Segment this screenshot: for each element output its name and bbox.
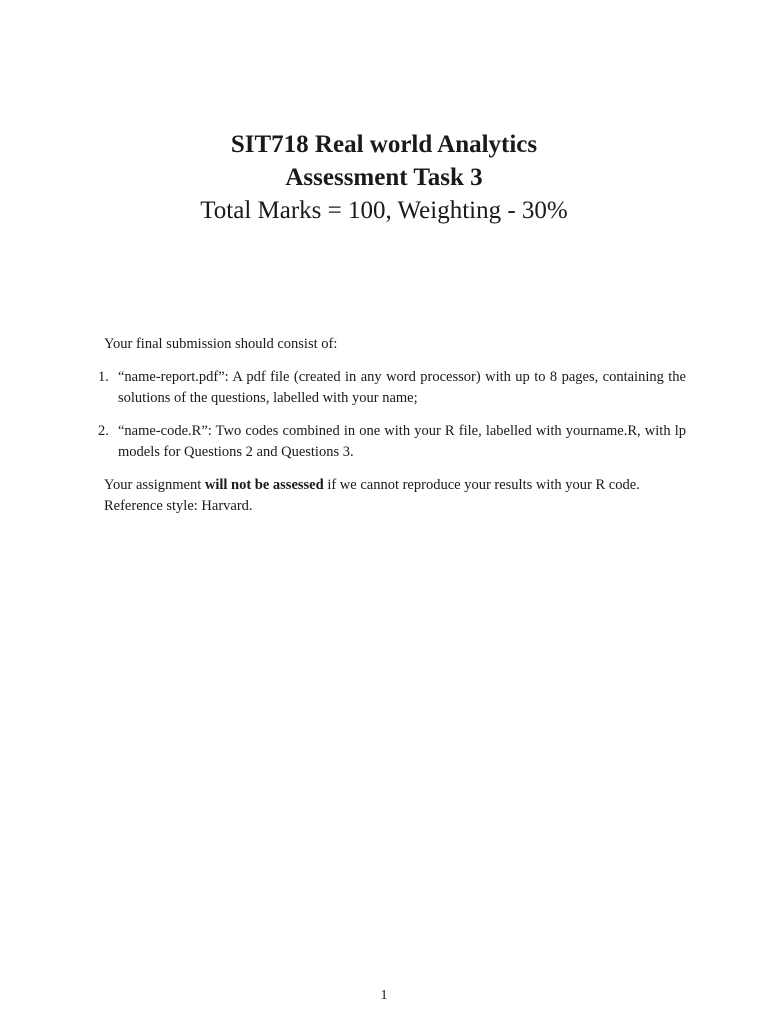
list-item-number: 1.: [98, 369, 109, 385]
assessment-paragraph: [82, 475, 686, 496]
page-number: 1: [380, 988, 388, 1003]
document-title: SIT718 Real world Analytics: [230, 131, 538, 158]
assessment-bold-text: will not be assessed: [204, 477, 324, 493]
list-item: [82, 367, 686, 409]
list-item-text: “name-code.R”: Two codes combined in one with your R file, labelled with yourname.R, with lp models for Questions 2 and Questions 3.: [118, 423, 686, 460]
title-block: [0, 128, 768, 227]
submission-list: [82, 367, 686, 463]
assessment-suffix: if we cannot reproduce your results with your R code.: [323, 477, 640, 493]
assessment-prefix: Your assignment: [104, 477, 205, 493]
document-body: [82, 334, 686, 517]
list-item-text: “name-report.pdf”: A pdf file (created in any word processor) with up to 8 pages, containing the solutions of the questions, labelled with your name;: [118, 369, 686, 406]
reference-style: Reference style: Harvard.: [104, 498, 253, 514]
marks-weighting: Total Marks = 100, Weighting - 30%: [200, 197, 568, 224]
list-item: [82, 421, 686, 463]
document-subtitle: Assessment Task 3: [285, 164, 483, 191]
list-item-number: 2.: [98, 423, 109, 439]
intro-paragraph: Your final submission should consist of:: [104, 336, 338, 352]
